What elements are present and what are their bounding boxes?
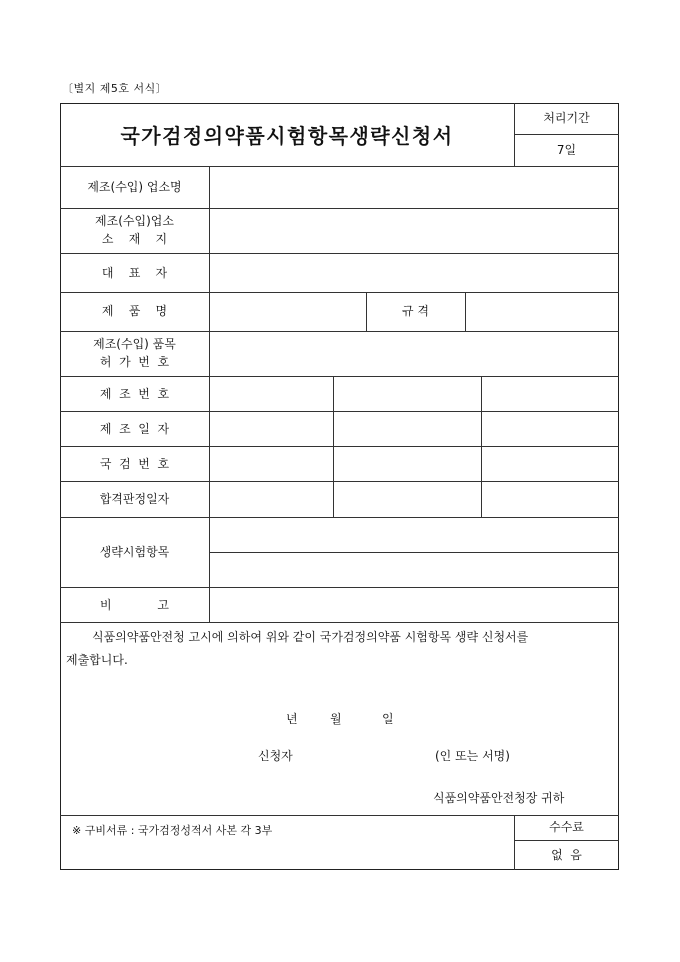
date-year-label: 년: [286, 712, 298, 726]
manufacture-date-label: 제 조 일 자: [99, 422, 170, 436]
omitted-test-item-field-1[interactable]: [210, 518, 618, 552]
product-name-label: 제 품 명: [101, 304, 168, 318]
processing-period-value: 7일: [556, 143, 577, 157]
form-title: 국가검정의약품시험항목생략신청서: [120, 124, 454, 148]
remarks-field[interactable]: [210, 588, 618, 622]
inspection-number-field[interactable]: [210, 447, 618, 481]
statement-line-2: 제출합니다.: [66, 653, 128, 667]
product-permit-number-field[interactable]: [210, 332, 618, 376]
form-number-label: 〔별지 제5호 서식〕: [62, 82, 168, 95]
pass-judgment-date-field[interactable]: [210, 482, 618, 517]
representative-field[interactable]: [210, 254, 618, 292]
omitted-test-items-label: 생략시험항목: [99, 545, 170, 559]
date-month-label: 월: [330, 712, 342, 726]
manufacturer-name-label: 제조(수입) 업소명: [87, 180, 182, 194]
date-day-label: 일: [382, 712, 394, 726]
pass-judgment-date-label: 합격판정일자: [99, 492, 170, 506]
lot-number-field[interactable]: [210, 377, 618, 411]
product-name-field[interactable]: [210, 293, 366, 331]
inspection-number-label: 국 검 번 호: [99, 457, 170, 471]
required-documents-note: ※ 구비서류 : 국가검정성적서 사본 각 3부: [72, 824, 273, 837]
specification-field[interactable]: [466, 293, 618, 331]
fee-value: 없 음: [551, 848, 582, 862]
manufacturer-address-label: 제조(수입)업소 소 재 지: [95, 214, 174, 246]
applicant-label: 신청자: [258, 749, 293, 763]
manufacturer-name-field[interactable]: [210, 167, 618, 208]
manufacturer-address-field[interactable]: [210, 209, 618, 253]
omitted-test-item-field-2[interactable]: [210, 553, 618, 587]
remarks-label: 비 고: [100, 598, 169, 612]
specification-label: 규 격: [402, 304, 429, 318]
manufacture-date-field[interactable]: [210, 412, 618, 446]
representative-label: 대 표 자: [101, 266, 168, 280]
seal-or-signature-label: (인 또는 서명): [435, 749, 510, 763]
addressee: 식품의약품안전청장 귀하: [433, 791, 565, 805]
processing-period-label: 처리기간: [543, 111, 590, 125]
product-permit-number-label: 제조(수입) 품목 허 가 번 호: [93, 337, 176, 369]
lot-number-label: 제 조 번 호: [99, 387, 170, 401]
fee-label: 수수료: [549, 820, 584, 834]
statement-line-1: 식품의약품안전청 고시에 의하여 위와 같이 국가검정의약품 시험항목 생략 신청서를: [92, 630, 529, 644]
